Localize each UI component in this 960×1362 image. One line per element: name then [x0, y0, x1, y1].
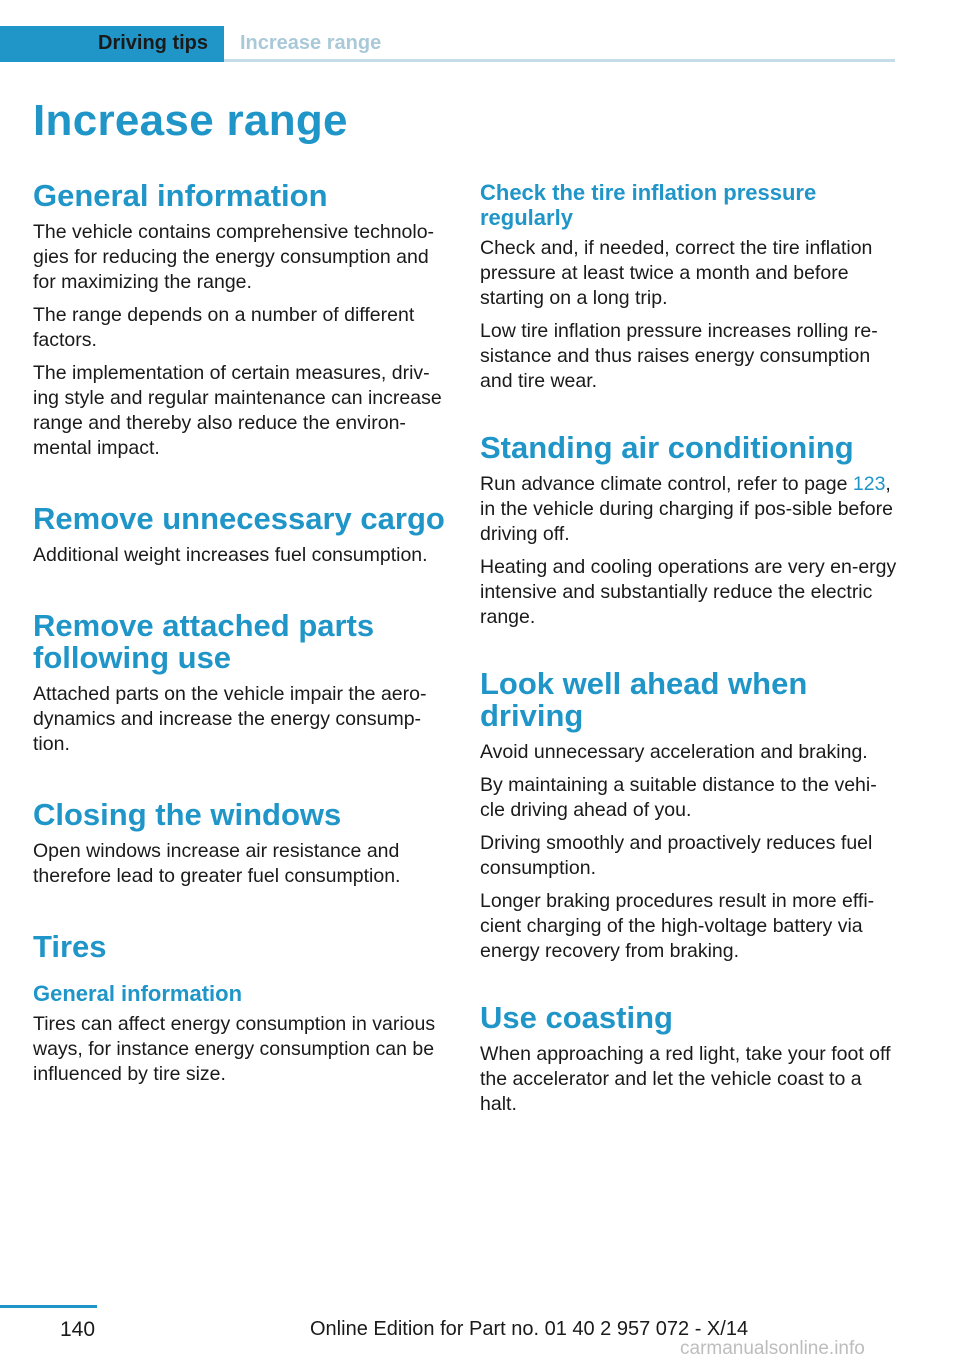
- heading-remove-attached-parts: Remove attached parts following use: [33, 608, 375, 675]
- page-reference-link[interactable]: 123: [852, 473, 886, 495]
- page-header: [0, 26, 895, 62]
- breadcrumb-section[interactable]: Driving tips: [0, 26, 224, 62]
- paragraph: The range depends on a number of different factors.: [33, 304, 415, 351]
- heading-tire-pressure: Check the tire inflation pressure regularly: [480, 180, 817, 230]
- footer-divider: [0, 1305, 97, 1308]
- paragraph: Check and, if needed, correct the tire inflation pressure at least twice a month and before starting on a long trip.: [480, 237, 873, 309]
- subheading-tires-general-information: General information: [33, 981, 243, 1006]
- paragraph: Open windows increase air resistance and therefore lead to greater fuel consumption.: [33, 840, 401, 887]
- paragraph: Additional weight increases fuel consumption.: [33, 544, 428, 566]
- edition-note: Online Edition for Part no. 01 40 2 957 072 - X/14: [310, 1318, 749, 1340]
- paragraph: When approaching a red light, take your foot off the accelerator and let the vehicle coast to a halt.: [480, 1043, 891, 1115]
- heading-use-coasting: Use coasting: [480, 1000, 673, 1035]
- paragraph: Longer braking procedures result in more effi‐cient charging of the high-voltage battery via energy recovery from braking.: [480, 890, 875, 962]
- paragraph: [480, 472, 900, 547]
- page-number: 140: [60, 1318, 96, 1341]
- right-column: [480, 180, 900, 1125]
- paragraph: Low tire inflation pressure increases rolling re‐sistance and thus raises energy consumption and tire wear.: [480, 320, 878, 392]
- heading-closing-windows: Closing the windows: [33, 797, 342, 832]
- paragraph: The vehicle contains comprehensive technolo‐gies for reducing the energy consumption and for maximizing the range.: [33, 221, 435, 293]
- text: , in the vehicle during charging if pos‐sible before driving off.: [480, 473, 893, 545]
- paragraph: Driving smoothly and proactively reduces fuel consumption.: [480, 832, 873, 879]
- heading-standing-air-conditioning: Standing air conditioning: [480, 430, 854, 465]
- page-title: Increase range: [33, 96, 348, 145]
- heading-look-ahead: Look well ahead when driving: [480, 666, 808, 733]
- paragraph: Heating and cooling operations are very en‐ergy intensive and substantially reduce the electric range.: [480, 556, 897, 628]
- paragraph: Tires can affect energy consumption in various ways, for instance energy consumption can be influenced by tire size.: [33, 1013, 436, 1085]
- paragraph: Attached parts on the vehicle impair the aero‐dynamics and increase the energy consump‐tion.: [33, 683, 427, 755]
- paragraph: Avoid unnecessary acceleration and braking.: [480, 741, 868, 763]
- heading-general-information: General information: [33, 178, 328, 213]
- paragraph: The implementation of certain measures, driv‐ing style and regular maintenance can increase range and thereby also reduce the environ‐mental impact.: [33, 362, 442, 459]
- heading-remove-cargo: Remove unnecessary cargo: [33, 501, 445, 536]
- watermark: carmanualsonline.info: [680, 1338, 865, 1359]
- heading-tires: Tires: [33, 929, 107, 964]
- text: Run advance climate control, refer to page: [480, 473, 853, 495]
- paragraph: By maintaining a suitable distance to the vehi‐cle driving ahead of you.: [480, 774, 877, 821]
- left-column: [33, 180, 453, 1095]
- breadcrumb-subsection[interactable]: Increase range: [240, 32, 382, 54]
